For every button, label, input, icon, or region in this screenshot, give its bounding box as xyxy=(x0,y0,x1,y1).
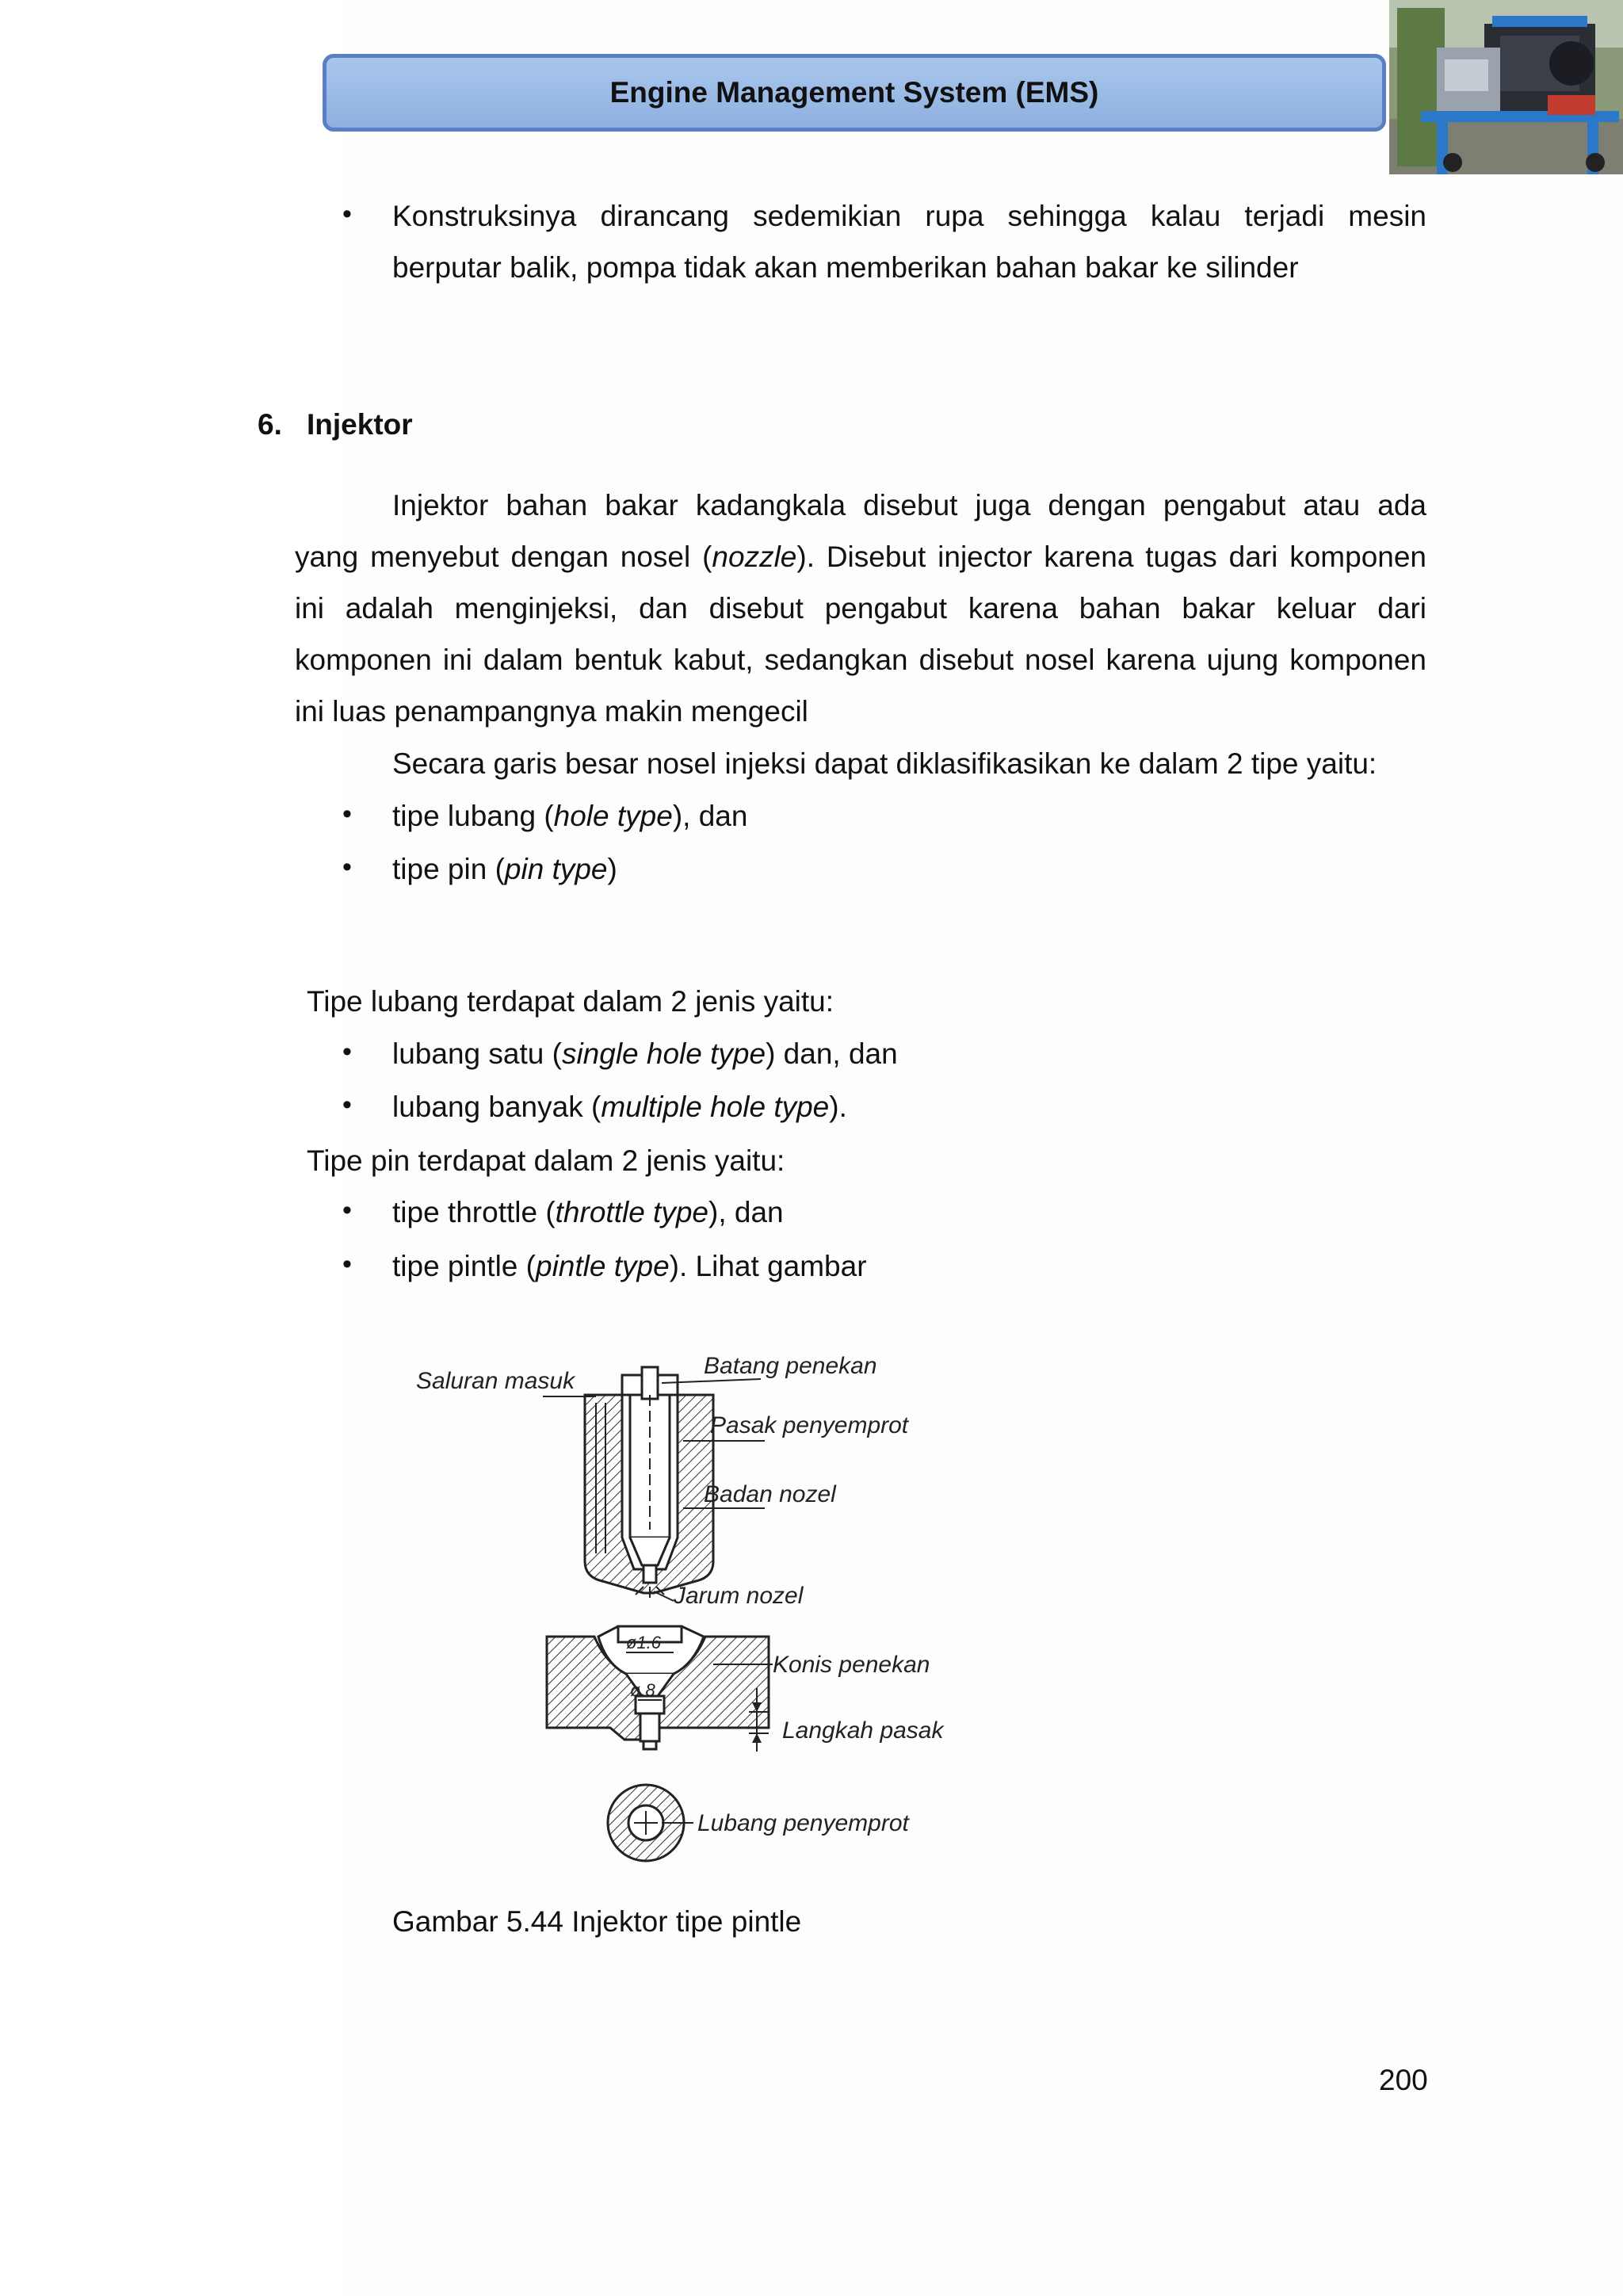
bullet-dot: • xyxy=(342,1037,352,1067)
intro-bullet-line-2: berputar balik, pompa tidak akan memberikan bahan bakar ke silinder xyxy=(392,251,1299,284)
nozzle-body-section xyxy=(585,1367,713,1598)
spray-hole-section xyxy=(608,1785,693,1861)
label-jarum-nozel: Jarum nozel xyxy=(674,1583,804,1609)
label-saluran-masuk: Saluran masuk xyxy=(416,1368,575,1394)
label-pasak-penyemprot: Pasak penyemprot xyxy=(710,1412,909,1438)
page-margin xyxy=(0,0,341,2296)
bullet-dot: • xyxy=(342,199,352,229)
paragraph-line-4: komponen ini dalam bentuk kabut, sedangkan disebut nosel karena ujung komponen xyxy=(295,644,1426,676)
figure-caption: Gambar 5.44 Injektor tipe pintle xyxy=(392,1905,802,1938)
pintle-injector-drawing xyxy=(388,1339,959,1878)
bullet-dot: • xyxy=(342,1249,352,1279)
dim-0-8: ø.8 xyxy=(630,1680,655,1700)
intro-bullet-line-1: Konstruksinya dirancang sedemikian rupa sehingga kalau terjadi mesin xyxy=(392,200,1426,232)
hole-type-single: lubang satu (single hole type) dan, dan xyxy=(392,1037,898,1070)
page-number: 200 xyxy=(1379,2064,1428,2096)
dim-1-6: ø1.6 xyxy=(626,1633,662,1652)
hole-type-intro: Tipe lubang terdapat dalam 2 jenis yaitu: xyxy=(307,985,834,1018)
chapter-header xyxy=(323,54,1386,132)
paragraph-line-2: yang menyebut dengan nosel (nozzle). Disebut injector karena tugas dari komponen xyxy=(295,541,1426,573)
paragraph-line-3: ini adalah menginjeksi, dan disebut pengabut karena bahan bakar keluar dari xyxy=(295,592,1426,625)
pintle-injector-figure xyxy=(388,1339,959,1878)
label-konis-penekan: Konis penekan xyxy=(773,1652,930,1678)
header-title: Engine Management System (EMS) xyxy=(609,76,1099,109)
bullet-dot: • xyxy=(342,1195,352,1225)
engine-stand-photo-graphic xyxy=(1389,0,1623,174)
paragraph-line-1: Injektor bahan bakar kadangkala disebut juga dengan pengabut atau ada xyxy=(392,489,1426,521)
label-badan-nozel: Badan nozel xyxy=(704,1481,836,1507)
label-langkah-pasak: Langkah pasak xyxy=(782,1717,944,1744)
bullet-dot: • xyxy=(342,852,352,882)
type-item-hole: tipe lubang (hole type), dan xyxy=(392,800,748,832)
bullet-dot: • xyxy=(342,1090,352,1120)
hole-type-multiple: lubang banyak (multiple hole type). xyxy=(392,1091,847,1123)
label-batang-penekan: Batang penekan xyxy=(704,1353,877,1379)
pin-type-throttle: tipe throttle (throttle type), dan xyxy=(392,1196,784,1228)
engine-stand-photo xyxy=(1389,0,1623,174)
pin-type-pintle: tipe pintle (pintle type). Lihat gambar xyxy=(392,1250,867,1282)
paragraph-line-6: Secara garis besar nosel injeksi dapat diklasifikasikan ke dalam 2 tipe yaitu: xyxy=(392,747,1377,780)
section-number: 6. xyxy=(258,408,282,441)
section-title: Injektor xyxy=(307,408,413,441)
bullet-dot: • xyxy=(342,799,352,829)
nozzle-tip-detail xyxy=(547,1626,773,1752)
type-item-pin: tipe pin (pin type) xyxy=(392,853,617,885)
label-lubang-penyemprot: Lubang penyemprot xyxy=(697,1810,909,1836)
paragraph-line-5: ini luas penampangnya makin mengecil xyxy=(295,695,808,728)
pin-type-intro: Tipe pin terdapat dalam 2 jenis yaitu: xyxy=(307,1144,785,1177)
